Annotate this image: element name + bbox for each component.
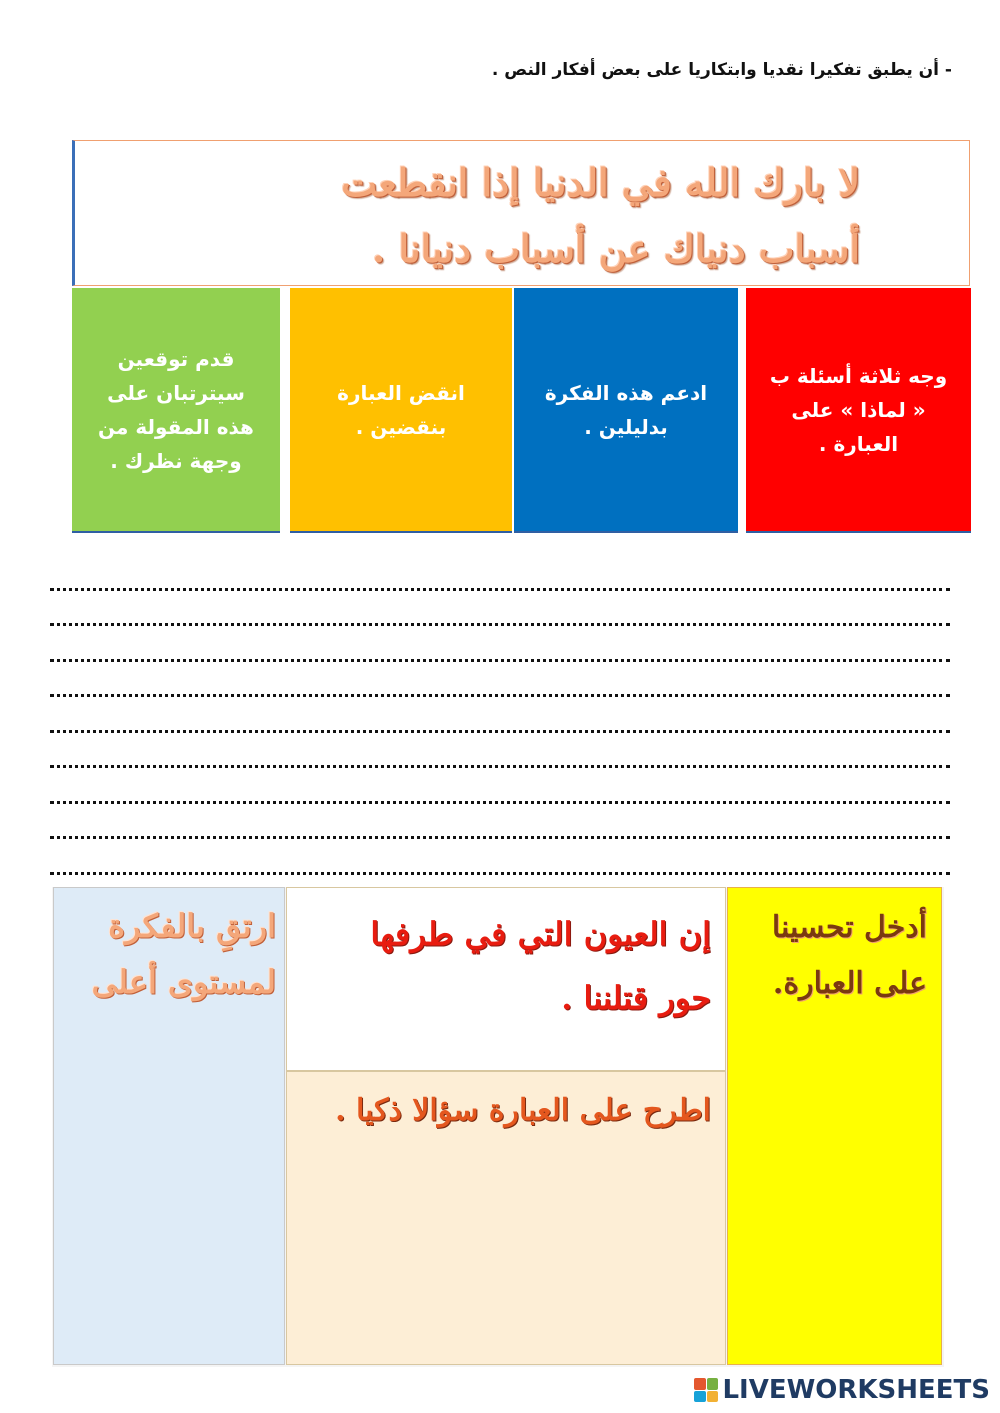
elevate-line-1: ارتقِ بالفكرة <box>108 907 276 945</box>
liveworksheets-logo[interactable] <box>694 1375 990 1405</box>
statement-line-2: حور قتلننا . <box>561 979 711 1017</box>
answer-line[interactable] <box>50 804 950 840</box>
answer-line[interactable] <box>50 591 950 627</box>
logo-text: LIVEWORKSHEETS <box>722 1375 990 1405</box>
task-box-why-questions <box>746 288 971 531</box>
quote-text <box>80 150 860 282</box>
elevate-column[interactable] <box>53 887 285 1365</box>
elevate-prompt <box>56 898 276 1010</box>
answer-line[interactable] <box>50 555 950 591</box>
task-box-predictions <box>72 288 280 531</box>
task-box-refute <box>290 288 512 531</box>
improve-prompt <box>737 900 927 1012</box>
task-text-predictions: قدم توقعين سيترتبان على هذه المقولة من وجهة نظرك . <box>98 346 254 473</box>
improve-line-1: أدخل تحسينا <box>771 910 927 945</box>
task-text-support-idea: ادعم هذه الفكرة بدليلين . <box>544 380 708 439</box>
elevate-line-2: لمستوى أعلى <box>91 963 276 1001</box>
task-box-support-idea <box>514 288 738 531</box>
question-column[interactable] <box>286 1071 726 1365</box>
task-text-why-questions: وجه ثلاثة أسئلة ب « لماذا » على العبارة . <box>769 363 948 456</box>
answer-line[interactable] <box>50 733 950 769</box>
improve-line-2: على العبارة. <box>772 966 927 1001</box>
learning-objective: - أن يطبق تفكيرا نقديا وابتكاريا على بعض أفكار النص . <box>491 60 952 80</box>
statement-text <box>301 902 711 1030</box>
answer-line[interactable] <box>50 839 950 875</box>
statement-box <box>286 887 726 1071</box>
quote-line-2: أسباب دنياك عن أسباب دنيانا . <box>372 226 860 271</box>
answer-line[interactable] <box>50 768 950 804</box>
task-text-refute: انقض العبارة بنقضين . <box>337 380 465 439</box>
statement-line-1: إن العيون التي في طرفها <box>370 915 711 953</box>
answer-line[interactable] <box>50 697 950 733</box>
quote-line-1: لا بارك الله في الدنيا إذا انقطعت <box>341 160 860 205</box>
question-prompt: اطرح على العبارة سؤالا ذكيا . <box>335 1093 711 1128</box>
improve-column[interactable] <box>727 887 942 1365</box>
answer-lines <box>50 555 950 875</box>
logo-icon <box>694 1378 718 1402</box>
answer-line[interactable] <box>50 662 950 698</box>
answer-line[interactable] <box>50 626 950 662</box>
